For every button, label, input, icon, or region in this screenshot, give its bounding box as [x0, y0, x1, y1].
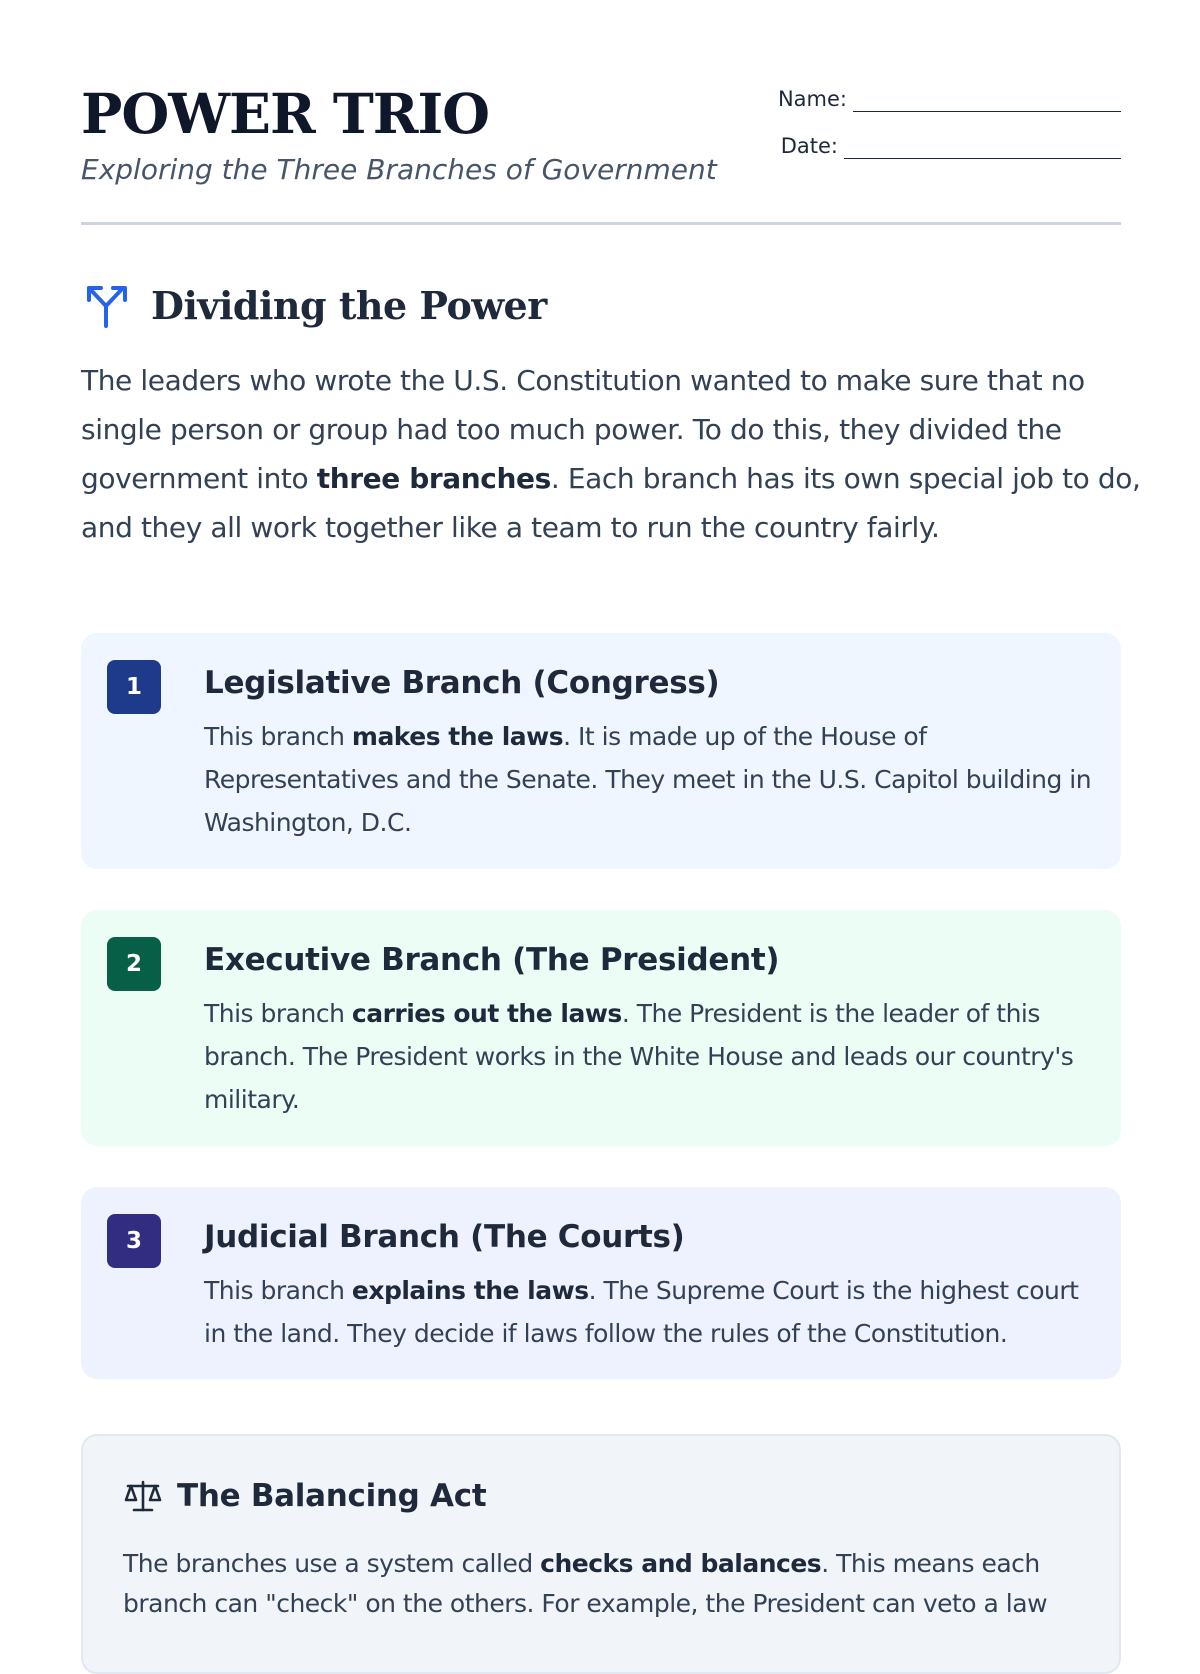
branch-number-badge: 1: [107, 660, 161, 714]
intro-paragraph: [81, 356, 1141, 552]
name-field[interactable]: [778, 82, 1121, 112]
balancing-act-text: [123, 1544, 1083, 1624]
date-field[interactable]: [781, 129, 1121, 159]
branch-text: This branch: [204, 1276, 352, 1305]
branch-title: Executive Branch (The President): [204, 942, 780, 978]
section-title: Dividing the Power: [151, 282, 547, 328]
branch-emphasis: makes the laws: [351, 722, 564, 751]
balance-text-end: . This means each branch can "check" on the others. For example, the President can veto a law: [123, 1549, 1048, 1618]
name-blank-line[interactable]: [853, 85, 1121, 112]
balance-text: The branches use a system called: [123, 1549, 541, 1578]
page-subtitle: Exploring the Three Branches of Government: [81, 153, 717, 186]
branch-text: This branch: [204, 722, 352, 751]
section-heading: [81, 278, 547, 332]
branch-number-badge: 3: [107, 1214, 161, 1268]
date-blank-line[interactable]: [844, 132, 1121, 159]
date-label: Date:: [780, 134, 838, 158]
branch-title: Legislative Branch (Congress): [204, 665, 720, 701]
branch-text: This branch: [204, 999, 352, 1028]
balancing-act-heading: [123, 1478, 486, 1514]
branch-card-judicial: [81, 1187, 1121, 1379]
intro-text: The leaders who wrote the U.S. Constitution wanted to make sure that no single person or group had too much power. To do this, they divided the government into: [81, 364, 1085, 495]
branch-text-end: . It is made up of the House of Representatives and the Senate. They meet in the U.S. Capitol building in Washington, D.C.: [204, 722, 1092, 837]
worksheet-header: [81, 80, 1121, 225]
intro-text-end: . Each branch has its own special job to do, and they all work together like a team to run the country fairly.: [81, 462, 1141, 544]
balancing-act-title: The Balancing Act: [177, 1478, 487, 1514]
balancing-act-box: [81, 1434, 1121, 1674]
branch-card-legislative: [81, 633, 1121, 869]
branch-description: [204, 992, 1099, 1121]
name-label: Name:: [777, 87, 847, 111]
branch-emphasis: explains the laws: [351, 1276, 589, 1305]
intro-emphasis: three branches: [316, 462, 551, 495]
scale-icon: [123, 1478, 163, 1514]
branch-card-executive: [81, 910, 1121, 1146]
branch-description: [204, 1269, 1099, 1355]
split-arrows-icon: [81, 280, 131, 330]
branch-number-badge: 2: [107, 937, 161, 991]
branch-title: Judicial Branch (The Courts): [204, 1219, 685, 1255]
branch-emphasis: carries out the laws: [351, 999, 622, 1028]
branch-text-end: . The Supreme Court is the highest court in the land. They decide if laws follow the rules of the Constitution.: [204, 1276, 1079, 1348]
branch-text-end: . The President is the leader of this branch. The President works in the White House and leads our country's military.: [204, 999, 1074, 1114]
balance-emphasis: checks and balances: [540, 1549, 822, 1578]
page-title: POWER TRIO: [81, 81, 490, 146]
branch-description: [204, 715, 1099, 844]
